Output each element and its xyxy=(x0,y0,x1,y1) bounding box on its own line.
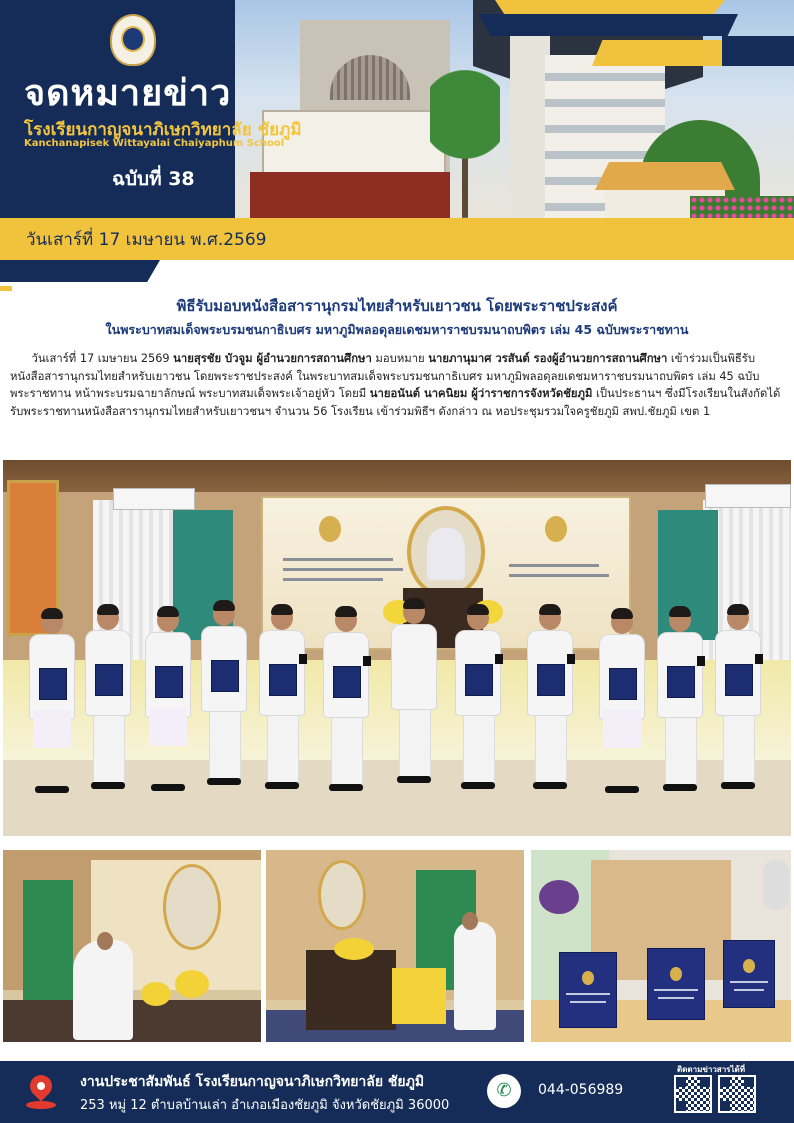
official xyxy=(73,940,133,1040)
article-headline: พิธีรับมอบหนังสือสารานุกรมไทยสำหรับเยาวชน โดยพระราชประสงค์ xyxy=(176,297,618,315)
king-portrait xyxy=(318,860,366,930)
governor-name: นายอนันต์ นาคนิยม ผู้ว่าราชการจังหวัดชัยภูมิ xyxy=(369,387,593,400)
school-name-th: โรงเรียนกาญจนาภิเษกวิทยาลัย ชัยภูมิ xyxy=(24,120,302,140)
issue-date: วันเสาร์ที่ 17 เมษายน พ.ศ.2569 xyxy=(26,230,267,250)
issue-number: ฉบับที่ 38 xyxy=(112,168,195,190)
decor-stripe xyxy=(0,286,12,291)
encyclopedia-book xyxy=(647,948,705,1020)
phone-icon: ✆ xyxy=(487,1074,521,1108)
qr-code-icon[interactable] xyxy=(718,1075,756,1113)
decor-stripe xyxy=(495,0,725,14)
air-conditioner xyxy=(113,488,195,510)
encyclopedia-book xyxy=(723,940,775,1008)
palm-tree xyxy=(430,70,500,218)
decor-stripe xyxy=(478,14,738,36)
newsletter-title: จดหมายข่าว xyxy=(24,73,232,114)
receiving-photo xyxy=(266,850,524,1042)
flower-arrangement xyxy=(539,880,579,914)
article-subheadline: ในพระบาทสมเด็จพระบรมชนกาธิเบศร มหาภูมิพลอดุลยเดชมหาราชบรมนาถบพิตร เล่ม 45 ฉบับพระราชทาน xyxy=(105,322,689,337)
altar xyxy=(306,950,396,1030)
official xyxy=(454,922,496,1030)
air-conditioner xyxy=(705,484,791,508)
encyclopedia-books-photo xyxy=(531,850,791,1042)
principal-name: นายสุรชัย บัวจูม ผู้อำนวยการสถานศึกษา xyxy=(173,352,372,365)
king-portrait xyxy=(407,506,485,598)
decor-stripe xyxy=(592,40,722,66)
deputy-name: นายภานุมาศ วรสันต์ รองผู้อำนวยการสถานศึกษา xyxy=(428,352,668,365)
flower-bed xyxy=(690,196,794,218)
decor-stripe xyxy=(722,36,794,66)
ceremony-group-photo xyxy=(3,460,791,836)
article-body: วันเสาร์ที่ 17 เมษายน 2569 นายสุรชัย บัวจูม ผู้อำนวยการสถานศึกษา มอบหมาย นายภานุมาศ วรสันต์ รองผู้อำนวยการสถานศึกษา เข้าร่วมเป็นพิธีรับหนังสือสารานุกรมไทยสำหรับเยาวชน โดยพระราชประสงค์ ในพระบาทสมเด็จพระบรมชนกาธิเบศร มหาภูมิพลอดุลยเดชมหาราชบรมนาถบพิตร เล่ม 45 ฉบับพระราชทาน หน้าพระบรมฉายาลักษณ์ พระบาทสมเด็จพระเจ้าอยู่หัว โดยมี นายอนันต์ นาคนิยม ผู้ว่าราชการจังหวัดชัยภูมิ เป็นประธานฯ ซึ่งมีโรงเรียนในสังกัดได้รับพระราชทานหนังสือสารานุกรมไทยสำหรับเยาวชนฯ จำนวน 56 โรงเรียน เข้าร่วมพิธีฯ ดังกล่าว ณ หอประชุมรวมใจครูชัยภูมิ สพป.ชัยภูมิ เขต 1 xyxy=(10,352,781,418)
map-pin-icon xyxy=(26,1075,56,1109)
decor-stripe xyxy=(0,260,160,282)
footer-organization: งานประชาสัมพันธ์ โรงเรียนกาญจนาภิเษกวิทยาลัย ชัยภูมิ xyxy=(80,1074,425,1090)
masthead xyxy=(0,0,794,218)
qr-code-icon[interactable] xyxy=(674,1075,712,1113)
phone-number[interactable]: 044-056989 xyxy=(538,1082,624,1098)
school-logo xyxy=(110,14,156,66)
footer-address: 253 หมู่ 12 ตำบลบ้านเล่า อำเภอเมืองชัยภูมิ จังหวัดชัยภูมิ 36000 xyxy=(80,1098,450,1113)
school-name-en: Kanchanapisek Wittayalai Chaiyaphum School xyxy=(24,138,285,149)
follow-label: ติดตามข่าวสารได้ที่ xyxy=(677,1065,745,1074)
bowing-photo xyxy=(3,850,261,1042)
king-portrait xyxy=(163,864,221,950)
encyclopedia-book xyxy=(559,952,617,1028)
